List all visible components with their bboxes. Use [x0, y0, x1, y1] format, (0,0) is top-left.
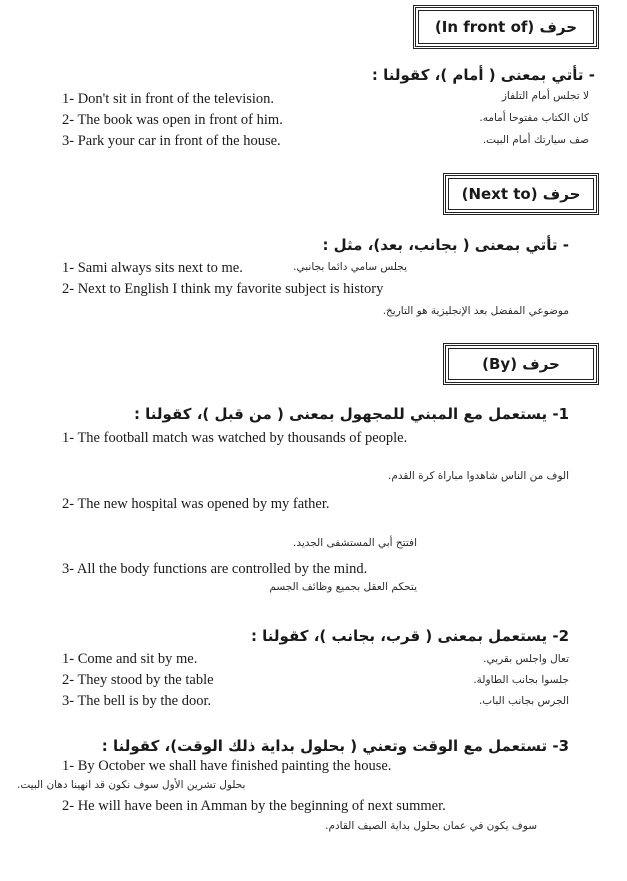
- example-en: 3- All the body functions are controlled by the mind.: [62, 561, 368, 577]
- group-heading: 3- تستعمل مع الوقت وتعني ( بحلول بداية ذلك الوقت)، كقولنا :: [101, 737, 569, 755]
- example-en: 1- The football match was watched by thousands of people.: [62, 430, 408, 446]
- group-heading: 1- يستعمل مع المبني للمجهول بمعنى ( من قبل )، كقولنا :: [133, 405, 569, 423]
- example-ar: الوف من الناس شاهدوا مباراة كرة القدم.: [388, 470, 569, 482]
- example-ar: موضوعي المفضل بعد الإنجليزية هو التاريخ.: [382, 305, 569, 317]
- example-en: 2- They stood by the table: [62, 672, 214, 688]
- example-en: 1- By October we shall have finished painting the house.: [62, 758, 392, 774]
- example-ar: بحلول تشرين الأول سوف نكون قد انهينا دهان البيت.: [17, 779, 246, 791]
- section-title-text: حرف (By): [482, 355, 560, 373]
- section-heading: - تأتي بمعنى ( أمام )، كقولنا :: [371, 66, 595, 84]
- example-en: 1- Sami always sits next to me.: [62, 260, 243, 276]
- example-ar: كان الكتاب مفتوحا أمامه.: [479, 112, 589, 124]
- section-heading: - تأتي بمعنى ( بجانب، بعد)، مثل :: [322, 236, 569, 254]
- example-en: 1- Don't sit in front of the television.: [62, 91, 275, 107]
- section-title-in-front-of: [413, 5, 599, 49]
- section-title-text: حرف (Next to): [461, 185, 581, 203]
- example-en: 2- The book was open in front of him.: [62, 112, 283, 128]
- example-en: 2- He will have been in Amman by the beginning of next summer.: [62, 798, 446, 814]
- example-ar: يجلس سامي دائما بجانبي.: [293, 261, 407, 273]
- section-title-text: حرف (In front of): [434, 18, 578, 36]
- example-ar: سوف يكون في عمان بحلول بداية الصيف القادم.: [325, 820, 537, 832]
- group-heading: 2- يستعمل بمعنى ( قرب، بجانب )، كقولنا :: [250, 627, 569, 645]
- example-ar: صف سيارتك أمام البيت.: [482, 134, 589, 146]
- example-ar: لا تجلس أمام التلفاز: [501, 90, 589, 102]
- example-ar: يتحكم العقل بجميع وظائف الجسم: [269, 581, 417, 593]
- example-en: 2- Next to English I think my favorite subject is history: [62, 281, 384, 297]
- example-en: 3- The bell is by the door.: [62, 693, 212, 709]
- section-title-by: [443, 343, 599, 385]
- section-title-next-to: [443, 173, 599, 215]
- example-ar: تعال واجلس بقربي.: [483, 653, 569, 665]
- example-en: 2- The new hospital was opened by my father.: [62, 496, 330, 512]
- example-ar: الجرس بجانب الباب.: [478, 695, 569, 707]
- example-ar: افتتح أبي المستشفى الجديد.: [293, 537, 417, 549]
- example-en: 3- Park your car in front of the house.: [62, 133, 281, 149]
- example-en: 1- Come and sit by me.: [62, 651, 198, 667]
- example-ar: جلسوا بجانب الطاولة.: [473, 674, 569, 686]
